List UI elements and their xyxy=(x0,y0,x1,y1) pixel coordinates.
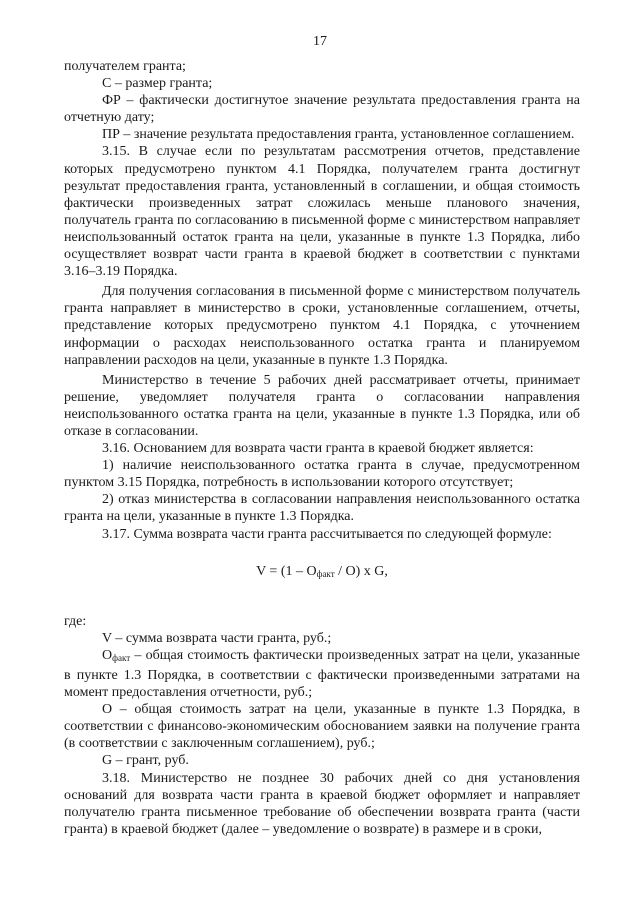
paragraph xyxy=(64,647,580,701)
formula xyxy=(64,563,580,583)
ofakt-symbol: O xyxy=(102,647,113,663)
paragraph: V – сумма возврата части гранта, руб.; xyxy=(102,630,332,646)
ofakt-subscript: факт xyxy=(112,652,131,663)
document-body xyxy=(64,58,580,838)
paragraph: Для получения согласования в письменной форме с министерством получатель гранта направляет в министерство в сроки, установленные соглашением, отчеты, представление которых предусмотрено пунктом 4.1 Порядка, с уточнением информации о расходах неиспользованного остатка гранта и планируемом направлении расходов на цели, указанные в пункте 1.3 Порядка. xyxy=(64,284,580,368)
formula-right: / O) x G, xyxy=(334,563,388,579)
paragraph: 1) наличие неиспользованного остатка гранта в случае, предусмотренном пунктом 3.15 Порядка, потребность в использовании которого отсутствует; xyxy=(64,458,580,491)
formula-left: V = (1 – O xyxy=(256,563,317,579)
paragraph: О – общая стоимость затрат на цели, указанные в пункте 1.3 Порядка, в соответствии с финансово-экономическим обоснованием заявки на получение гранта (в соответствии с заключенным соглашением), руб.; xyxy=(64,702,580,752)
page-number: 17 xyxy=(313,34,327,49)
paragraph: 3.18. Министерство не позднее 30 рабочих дней со дня установления оснований для возврата части гранта в краевой бюджет оформляет и направляет получателю гранта письменное требование об обеспечении возврата гранта (части гранта) в краевой бюджет (далее – уведомление о возврате) в размере и в сроки, xyxy=(64,770,580,837)
paragraph: где: xyxy=(64,613,87,629)
paragraph: С – размер гранта; xyxy=(102,76,213,92)
paragraph: Министерство в течение 5 рабочих дней рассматривает отчеты, принимает решение, уведомляет получателя гранта о согласовании направления неиспользованного остатка гранта на цели, указанные в пункте 1.3 Порядка, или об отказе в согласовании. xyxy=(64,372,580,439)
paragraph: 3.17. Сумма возврата части гранта рассчитывается по следующей формуле: xyxy=(102,526,552,542)
formula-subscript: факт xyxy=(316,568,335,579)
paragraph: 2) отказ министерства в согласовании направления неиспользованного остатка гранта на цели, указанные в пункте 1.3 Порядка. xyxy=(64,492,580,525)
paragraph: G – грант, руб. xyxy=(102,753,189,769)
paragraph: 3.15. В случае если по результатам рассмотрения отчетов, представление которых предусмотрено пунктом 4.1 Порядка, получателем гранта достигнут результат предоставления гранта, установленный в соглашении, и общая стоимость фактически произведенных затрат сложилась меньше планового значения, получатель гранта по согласованию в письменной форме с министерством направляет неиспользованный остаток гранта на цели, указанные в пункте 1.3 Порядка, либо осуществляет возврат части гранта в краевой бюджет в соответствии с пунктами 3.16–3.19 Порядка. xyxy=(64,144,580,280)
paragraph: ФР – фактически достигнутое значение результата предоставления гранта на отчетную дату; xyxy=(64,93,580,126)
ofakt-definition: – общая стоимость фактически произведенных затрат на цели, указанные в пункте 1.3 Порядка, в соответствии с фактически произведенными затратами на момент предоставления отчетности, руб.; xyxy=(64,647,580,701)
paragraph: ПР – значение результата предоставления гранта, установленное соглашением. xyxy=(102,127,575,143)
paragraph: 3.16. Основанием для возврата части гранта в краевой бюджет является: xyxy=(102,441,534,457)
paragraph: получателем гранта; xyxy=(64,59,186,74)
